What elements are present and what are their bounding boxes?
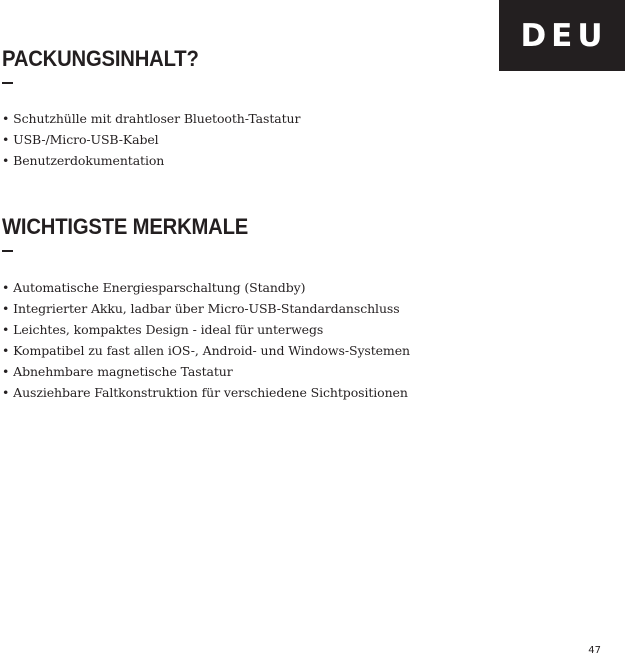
title-underline xyxy=(2,250,13,252)
key-features-list xyxy=(2,277,410,403)
key-features-section xyxy=(2,214,410,403)
list-item: • Schutzhülle mit drahtloser Bluetooth-Tastatur xyxy=(2,111,301,126)
package-contents-section xyxy=(2,46,300,171)
title-underline xyxy=(2,82,13,84)
page-number: 47 xyxy=(588,645,601,656)
package-contents-list xyxy=(2,108,300,171)
list-item: • Automatische Energiesparschaltung (Standby) xyxy=(2,280,306,295)
section-title: WICHTIGSTE MERKMALE xyxy=(2,214,249,239)
language-tab: DEU xyxy=(499,0,625,71)
list-item: • Ausziehbare Faltkonstruktion für verschiedene Sichtpositionen xyxy=(2,385,408,400)
list-item: • USB-/Micro-USB-Kabel xyxy=(2,132,159,147)
list-item: • Integrierter Akku, ladbar über Micro-USB-Standardanschluss xyxy=(2,301,400,316)
list-item: • Leichtes, kompaktes Design - ideal für unterwegs xyxy=(2,322,324,337)
list-item: • Benutzerdokumentation xyxy=(2,153,165,168)
list-item: • Kompatibel zu fast allen iOS-, Android- und Windows-Systemen xyxy=(2,343,410,358)
list-item: • Abnehmbare magnetische Tastatur xyxy=(2,364,233,379)
section-title: PACKUNGSINHALT? xyxy=(2,46,199,71)
